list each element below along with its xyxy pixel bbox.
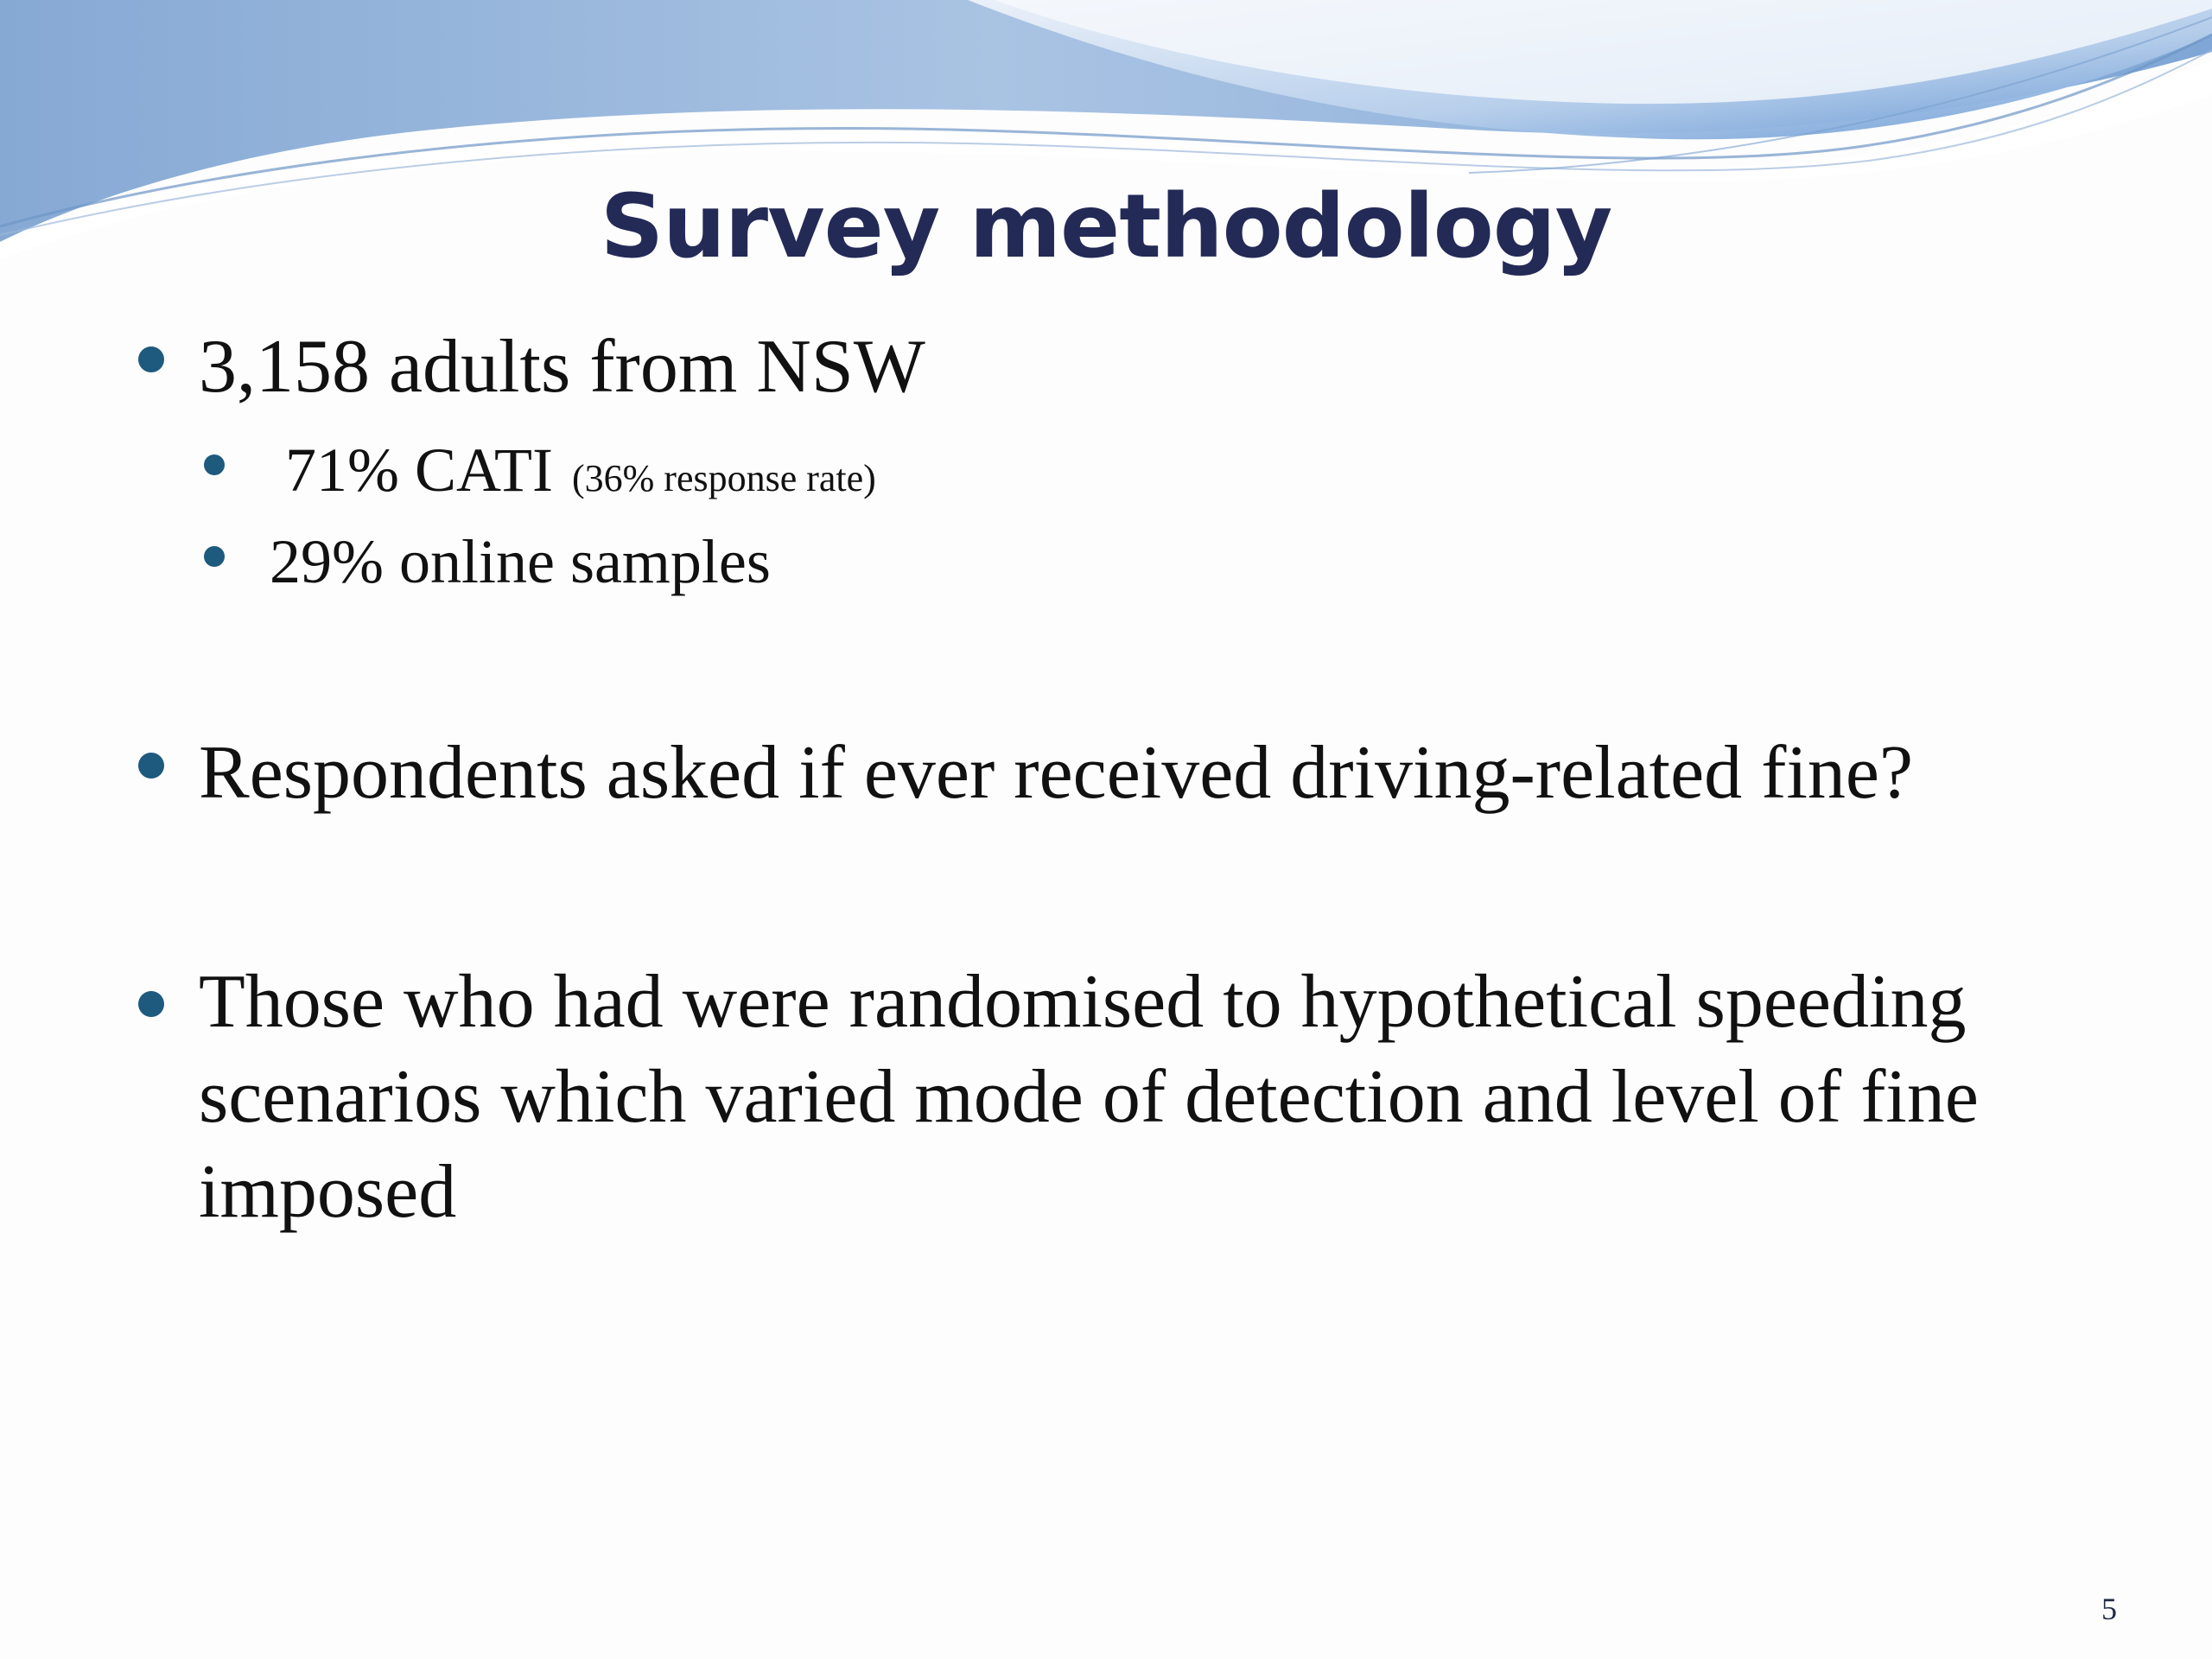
bullet-item	[138, 955, 2126, 1240]
sub-bullet-note: (36% response rate)	[571, 457, 876, 499]
sub-bullet-item	[204, 427, 876, 522]
slide-title: Survey methodology	[600, 175, 1612, 278]
bullet-dot-icon	[138, 991, 164, 1017]
bullet-text: 3,158 adults from NSW	[199, 325, 925, 409]
bullet-item	[138, 315, 925, 419]
bullet-dot-icon	[204, 454, 225, 475]
bullet-dot-icon	[204, 546, 225, 567]
bullet-dot-icon	[138, 346, 164, 372]
bullet-item	[138, 721, 1913, 825]
bullet-text: Respondents asked if ever received driving-related fine?	[199, 731, 1914, 815]
sub-bullet-text: 29% online samples	[270, 527, 771, 596]
page-number: 5	[2101, 1592, 2117, 1626]
sub-bullet-text: 71% CATI	[285, 435, 553, 505]
sub-bullet-item	[204, 518, 771, 605]
bullet-dot-icon	[138, 753, 164, 779]
bullet-text: Those who had were randomised to hypothetical speeding scenarios which varied mode of detection and level of fine imposed	[199, 960, 1979, 1234]
